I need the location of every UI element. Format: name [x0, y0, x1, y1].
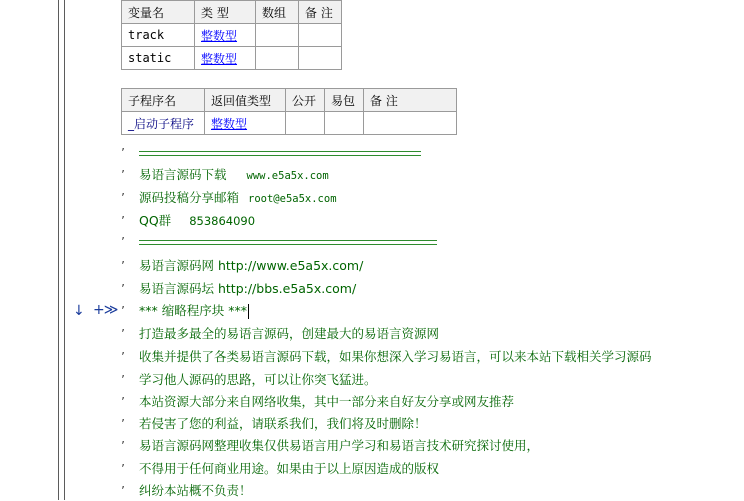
comment-text: 收集并提供了各类易语言源码下载，如果你想深入学习易语言，可以来本站下载相关学习源码 [139, 349, 652, 364]
comment-text: 纠纷本站概不负责！ [139, 483, 252, 498]
code-line[interactable] [121, 391, 514, 412]
code-line[interactable] [121, 142, 421, 163]
comment-text: 打造最多最全的易语言源码，创建最大的易语言资源网 [139, 326, 440, 341]
separator-line [139, 151, 421, 156]
variable-table-header [122, 1, 342, 24]
code-line[interactable] [121, 458, 439, 479]
comment-mark: ’ [121, 258, 125, 273]
comment-mark: ’ [121, 281, 125, 296]
comment-mark: ’ [121, 394, 125, 409]
download-url: www.e5a5x.com [246, 170, 329, 182]
comment-mark: ’ [121, 326, 125, 341]
var-note-cell[interactable] [299, 24, 342, 47]
header-array: 数组 [256, 1, 299, 24]
header-return-type: 返回值类型 [205, 89, 286, 112]
comment-mark: ’ [121, 483, 125, 498]
comment-mark: ’ [121, 349, 125, 364]
comment-mark: ’ [121, 145, 125, 160]
header-note: 备 注 [364, 89, 457, 112]
comment-text: 易语言源码网整理收集仅供易语言用户学习和易语言技术研究探讨使用， [139, 438, 540, 453]
code-line[interactable] [121, 255, 363, 276]
comment-text: 不得用于任何商业用途。如果由于以上原因造成的版权 [139, 461, 440, 476]
comment-mark: ’ [121, 167, 125, 182]
code-line[interactable] [121, 369, 377, 390]
email-value: root@e5a5x.com [248, 193, 337, 205]
forum-line: 易语言源码坛 http://bbs.e5a5x.com/ [139, 281, 357, 296]
download-label: 易语言源码下载 [139, 167, 227, 182]
comment-mark: ’ [121, 234, 125, 249]
comment-text: 学习他人源码的思路，可以让你突飞猛进。 [139, 372, 377, 387]
comment-mark: ’ [121, 213, 125, 228]
code-line[interactable] [121, 210, 255, 231]
table-row[interactable] [122, 47, 342, 70]
var-type-cell[interactable]: 整数型 [195, 24, 256, 47]
code-line[interactable] [121, 231, 437, 252]
qq-label: QQ群 [139, 213, 172, 228]
code-line[interactable] [121, 435, 539, 456]
var-note-cell[interactable] [299, 47, 342, 70]
sub-pkg-cell[interactable] [325, 112, 364, 135]
header-note: 备 注 [299, 1, 342, 24]
arrow-down-icon[interactable]: ↓ [73, 303, 85, 319]
var-name-cell[interactable]: static [122, 47, 195, 70]
code-line[interactable] [121, 164, 329, 185]
var-array-cell[interactable] [256, 47, 299, 70]
comment-mark: ’ [121, 416, 125, 431]
comment-mark: ’ [121, 303, 125, 318]
collapsed-block[interactable]: *** 缩略程序块 *** [139, 303, 247, 318]
collapsed-code-line[interactable] [121, 300, 249, 321]
email-label: 源码投稿分享邮箱 [139, 190, 240, 205]
code-line[interactable] [121, 346, 652, 367]
code-line[interactable] [121, 413, 427, 434]
var-type-cell[interactable]: 整数型 [195, 47, 256, 70]
separator-line [139, 240, 437, 245]
header-sub-name: 子程序名 [122, 89, 205, 112]
expand-block-icon[interactable]: +≫ [93, 302, 118, 318]
site-line: 易语言源码网 http://www.e5a5x.com/ [139, 258, 364, 273]
sub-name-cell[interactable]: _启动子程序 [122, 112, 205, 135]
qq-value: 853864090 [189, 214, 256, 228]
code-line[interactable] [121, 278, 356, 299]
comment-mark: ’ [121, 461, 125, 476]
comment-text: 本站资源大部分来自网络收集，其中一部分来自好友分享或网友推荐 [139, 394, 515, 409]
var-array-cell[interactable] [256, 24, 299, 47]
sub-note-cell[interactable] [364, 112, 457, 135]
sub-return-type-cell[interactable]: 整数型 [205, 112, 286, 135]
text-cursor [248, 304, 249, 319]
header-pkg: 易包 [325, 89, 364, 112]
subroutine-table [121, 88, 457, 135]
code-line[interactable] [121, 323, 439, 344]
subroutine-table-header [122, 89, 457, 112]
table-row[interactable] [122, 24, 342, 47]
comment-mark: ’ [121, 372, 125, 387]
sub-public-cell[interactable] [286, 112, 325, 135]
comment-mark: ’ [121, 190, 125, 205]
header-public: 公开 [286, 89, 325, 112]
header-type: 类 型 [195, 1, 256, 24]
table-row[interactable] [122, 112, 457, 135]
var-name-cell[interactable]: track [122, 24, 195, 47]
variable-table [121, 0, 342, 70]
code-line[interactable] [121, 480, 252, 501]
comment-mark: ’ [121, 438, 125, 453]
gutter-line-right [64, 0, 65, 500]
header-var-name: 变量名 [122, 1, 195, 24]
gutter-line-left [58, 0, 59, 500]
code-line[interactable] [121, 187, 337, 208]
comment-text: 若侵害了您的利益，请联系我们，我们将及时删除！ [139, 416, 427, 431]
